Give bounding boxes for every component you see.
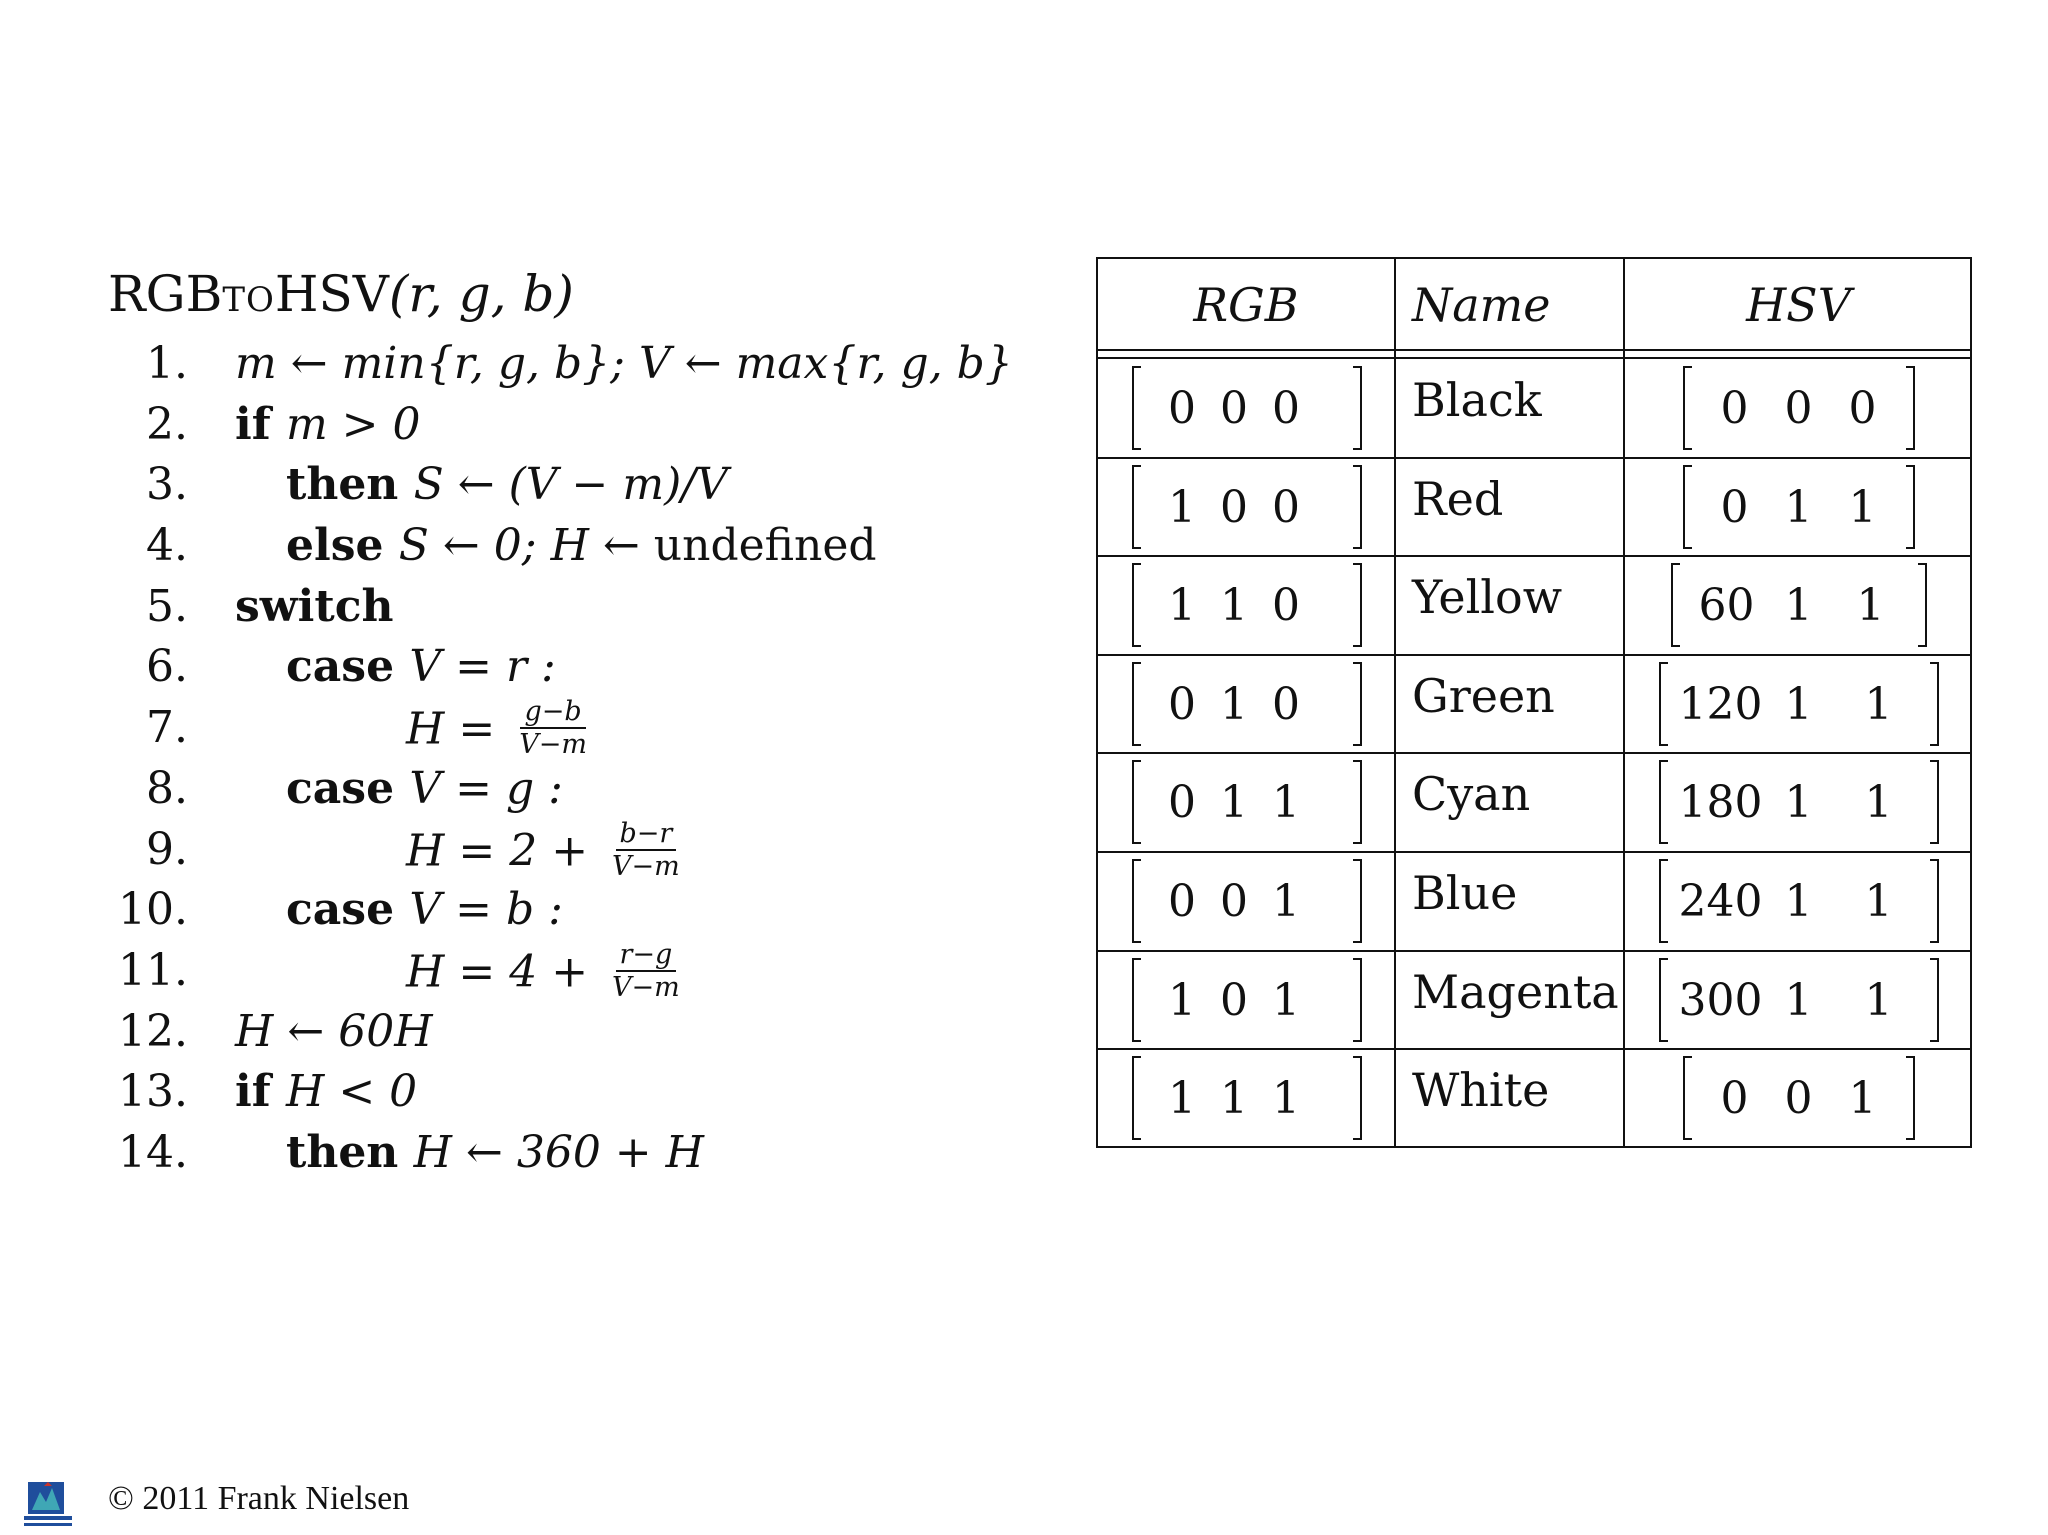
expression: S ← (V − m)/V [413, 459, 728, 511]
line-statement [406, 817, 684, 884]
fraction-numerator: g−b [520, 698, 585, 729]
line-statement [406, 696, 591, 762]
expression: H = 2 + [406, 825, 603, 876]
hsv-component: 1 [1784, 481, 1813, 533]
keyword: switch [235, 580, 394, 632]
keyword: if [235, 1066, 286, 1118]
line-statement [235, 1066, 417, 1117]
header-rule [1098, 357, 1970, 359]
line-statement [406, 938, 684, 1005]
expression: H = [406, 703, 510, 755]
algorithm-line [108, 938, 1068, 1003]
line-statement [286, 884, 563, 935]
rgb-component: 0 [1168, 876, 1196, 927]
rgb-component: 1 [1272, 876, 1300, 927]
expression: m ← min{r, g, b}; V ← max{r, g, b} [235, 338, 1013, 389]
rgb-vector [1132, 465, 1362, 549]
algorithm-name-prefix: RGB [108, 265, 223, 323]
hsv-vector [1659, 859, 1939, 943]
rgb-component: 1 [1220, 1073, 1248, 1125]
row-divider [1098, 851, 1970, 853]
algorithm-params: (r, g, b) [388, 265, 574, 323]
rgb-component: 0 [1168, 777, 1196, 829]
header-rgb: RGB [1193, 278, 1299, 332]
hsv-component: 1 [1784, 580, 1813, 632]
rgb-component: 1 [1168, 974, 1196, 1026]
rgb-component: 0 [1272, 383, 1300, 434]
line-number: 4. [146, 520, 188, 572]
line-number: 2. [146, 398, 188, 450]
row-divider [1098, 654, 1970, 656]
hsv-vector [1683, 465, 1915, 549]
rgb-vector [1132, 1056, 1362, 1140]
hsv-vector [1683, 1056, 1915, 1140]
column-divider [1623, 259, 1625, 1146]
algorithm-title [108, 262, 1068, 332]
line-number: 10. [118, 884, 188, 936]
hsv-component: 1 [1784, 678, 1813, 730]
rgb-vector [1132, 760, 1362, 844]
line-number: 8. [146, 762, 188, 814]
copyright-notice: © 2011 Frank Nielsen [108, 1480, 410, 1517]
rgb-component: 0 [1220, 383, 1248, 434]
algorithm-line [108, 1062, 1068, 1123]
rgb-component: 0 [1272, 580, 1300, 632]
line-statement [286, 520, 877, 571]
algorithm-line [108, 1123, 1068, 1184]
line-number: 11. [118, 944, 188, 996]
expression: H = 4 + [406, 946, 603, 998]
hsv-vector [1683, 366, 1915, 450]
rgb-component: 0 [1220, 481, 1248, 533]
fraction [608, 938, 684, 1003]
line-statement [286, 459, 728, 510]
expression: H ← 60H [235, 1005, 433, 1057]
hsv-vector [1659, 760, 1939, 844]
rgb-component: 1 [1220, 580, 1248, 632]
algorithm-line [108, 880, 1068, 941]
line-number: 1. [146, 338, 188, 389]
hsv-vector [1671, 563, 1927, 647]
row-divider [1098, 457, 1970, 459]
hsv-component: 1 [1856, 580, 1885, 632]
expression: H ← 360 + H [413, 1126, 705, 1178]
ecole-polytechnique-logo-icon [22, 1480, 74, 1530]
line-number: 9. [146, 823, 188, 875]
color-name: Cyan [1412, 767, 1531, 822]
line-number: 5. [146, 580, 188, 632]
column-divider [1394, 259, 1396, 1146]
rgb-component: 1 [1272, 974, 1300, 1026]
hsv-component: 240 [1678, 876, 1763, 927]
color-conversion-table [1096, 257, 1972, 1148]
algorithm-lines [108, 334, 1068, 1184]
hsv-component: 60 [1698, 580, 1755, 632]
keyword: else [286, 520, 399, 572]
line-statement [235, 399, 421, 450]
hsv-component: 0 [1784, 1073, 1813, 1125]
header-name: Name [1412, 278, 1551, 332]
keyword: then [286, 459, 414, 511]
hsv-component: 0 [1720, 383, 1749, 434]
fraction-denominator: V−m [612, 850, 680, 882]
line-statement [286, 641, 556, 692]
rgb-component: 1 [1168, 580, 1196, 632]
rgb-component: 0 [1220, 974, 1248, 1026]
hsv-component: 300 [1678, 974, 1763, 1026]
algorithm-line [108, 577, 1068, 638]
hsv-component: 0 [1784, 383, 1813, 434]
keyword: if [235, 398, 286, 450]
rgb-vector [1132, 958, 1362, 1042]
algorithm-line [108, 455, 1068, 516]
rgb-vector [1132, 859, 1362, 943]
hsv-component: 1 [1864, 678, 1893, 730]
hsv-component: 0 [1848, 383, 1877, 434]
rgb-component: 0 [1272, 481, 1300, 533]
line-number: 14. [118, 1126, 188, 1178]
line-statement [286, 1127, 704, 1178]
hsv-component: 120 [1678, 678, 1763, 730]
algorithm-line [108, 516, 1068, 577]
color-name: Yellow [1412, 570, 1563, 625]
hsv-component: 0 [1720, 1073, 1749, 1125]
hsv-component: 1 [1784, 876, 1813, 927]
header-hsv: HSV [1746, 278, 1851, 332]
hsv-component: 1 [1864, 974, 1893, 1026]
rgb-component: 1 [1168, 481, 1196, 533]
hsv-component: 180 [1678, 777, 1763, 829]
fraction [608, 817, 684, 882]
row-divider [1098, 1048, 1970, 1050]
rgb-component: 1 [1272, 777, 1300, 829]
hsv-component: 1 [1864, 777, 1893, 829]
hsv-component: 1 [1848, 481, 1877, 533]
expression: V = b : [409, 884, 563, 936]
row-divider [1098, 752, 1970, 754]
expression: m > 0 [285, 398, 421, 450]
color-name: Green [1412, 668, 1555, 723]
rgb-component: 1 [1220, 678, 1248, 730]
line-number: 13. [118, 1066, 188, 1118]
hsv-component: 1 [1784, 974, 1813, 1026]
row-divider [1098, 950, 1970, 952]
algorithm-name-smallcaps: TO [222, 280, 275, 320]
line-number: 7. [146, 702, 188, 754]
line-number: 12. [118, 1005, 188, 1057]
line-statement [235, 1006, 433, 1057]
algorithm-line [108, 817, 1068, 882]
color-name: Red [1412, 471, 1504, 526]
rgb-component: 0 [1272, 678, 1300, 730]
fraction-numerator: b−r [616, 820, 677, 851]
rgb-component: 0 [1168, 383, 1196, 434]
line-number: 6. [146, 641, 188, 693]
line-statement [286, 763, 563, 814]
fraction-denominator: V−m [519, 729, 587, 761]
algorithm-line [108, 1002, 1068, 1063]
expression: V = g : [409, 762, 563, 814]
row-divider [1098, 555, 1970, 557]
rgb-vector [1132, 366, 1362, 450]
keyword: case [286, 884, 410, 936]
color-name: Magenta [1412, 964, 1619, 1019]
hsv-component: 1 [1848, 1073, 1877, 1125]
line-number: 3. [146, 459, 188, 511]
hsv-vector [1659, 662, 1939, 746]
rgb-component: 1 [1168, 1073, 1196, 1125]
rgb-component: 1 [1220, 777, 1248, 829]
rgb-component: 0 [1168, 678, 1196, 730]
rgb-vector [1132, 662, 1362, 746]
fraction-numerator: r−g [616, 941, 677, 972]
expression: H < 0 [285, 1066, 418, 1118]
hsv-component: 0 [1720, 481, 1749, 533]
algorithm-line [108, 395, 1068, 456]
algorithm-line [108, 759, 1068, 820]
fraction [515, 696, 591, 761]
rgb-component: 0 [1220, 876, 1248, 927]
line-statement [235, 581, 393, 632]
expression: V = r : [409, 641, 556, 693]
rgb-vector [1132, 563, 1362, 647]
algorithm-line [108, 637, 1068, 698]
hsv-component: 1 [1784, 777, 1813, 829]
keyword: case [286, 762, 410, 814]
expression: undefined [653, 520, 877, 572]
rgb-component: 1 [1272, 1073, 1300, 1125]
algorithm-block [108, 262, 1068, 1184]
fraction-denominator: V−m [612, 971, 680, 1003]
keyword: then [286, 1126, 414, 1178]
keyword: case [286, 641, 410, 693]
expression: S ← 0; H ← [398, 520, 654, 572]
algorithm-line [108, 334, 1068, 395]
color-name: Blue [1412, 866, 1518, 920]
color-name: White [1412, 1063, 1550, 1118]
color-name: Black [1412, 373, 1542, 427]
header-rule [1098, 349, 1970, 351]
line-statement [235, 338, 1013, 389]
algorithm-name-suffix: HSV [274, 265, 389, 323]
algorithm-line [108, 698, 1068, 759]
hsv-component: 1 [1864, 876, 1893, 927]
hsv-vector [1659, 958, 1939, 1042]
